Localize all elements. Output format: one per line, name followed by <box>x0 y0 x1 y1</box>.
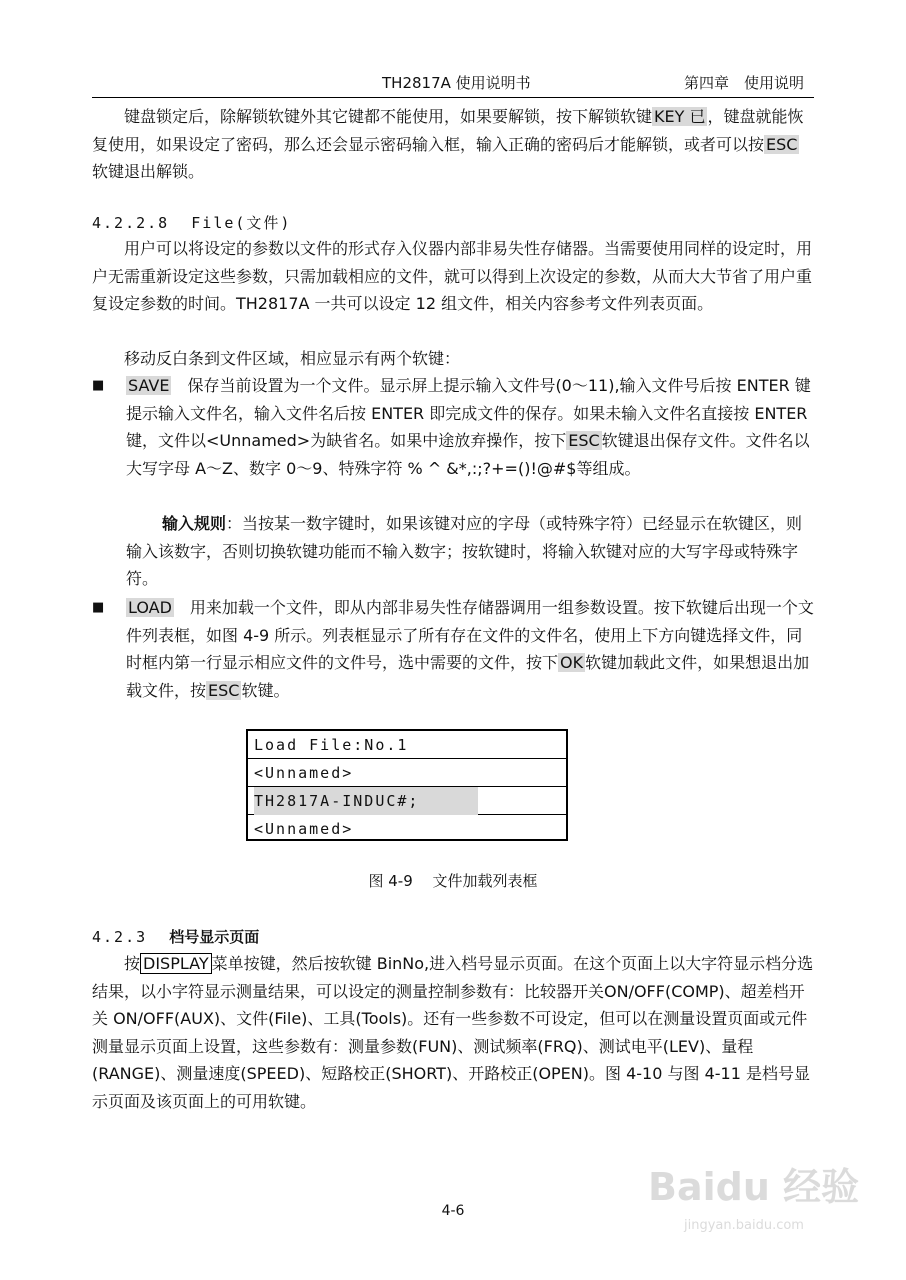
bin-paragraph: 按 DISPLAY 菜单按键，然后按软键 BinNo,进入档号显示页面。在这个页面上以大字符显示档分选结果，以小字符显示测量结果，可以设定的测量控制参数有：比较器开关ON/OFF(COMP)、超差档开关 ON/OFF(AUX)、文件(File)、工具(Tools)。还有一些参数不可设定，但可以在测量设置页面或元件测量显示页面上设置，这些参数有：测量参数(FUN)、测试频率(FRQ)、测试电平(LEV)、量程(RANGE)、测量速度(SPEED)、短路校正(SHORT)、开路校正(OPEN)。图 4-10 与图 4-11 是档号显示页面及该页面上的可用软键。 <box>92 954 814 1111</box>
unlock-key: KEY 已 <box>654 107 706 126</box>
watermark-brand: Baidu 经验 <box>648 1165 860 1209</box>
list-item-selected: TH2817A-INDUC#; <box>248 787 566 815</box>
esc-key: ESC <box>568 431 600 450</box>
list-item: <Unnamed> <box>248 759 566 787</box>
watermark <box>640 1148 860 1258</box>
section-heading-bin: 4.2.3 档号显示页面 <box>92 928 260 946</box>
file-paragraph-1: 用户可以将设定的参数以文件的形式存入仪器内部非易失性存储器。当需要使用同样的设定时，用户无需重新设定这些参数，只需加载相应的文件，就可以得到上次设定的参数，从而大大节省了用户重复设定参数的时间。TH2817A 一共可以设定 12 组文件，相关内容参考文件列表页面。 <box>92 239 813 313</box>
lock-paragraph: 键盘锁定后，除解锁软键外其它键都不能使用，如果要解锁，按下解锁软键 KEY 已 ，键盘就能恢复使用，如果设定了密码，那么还会显示密码输入框，输入正确的密码后才能解锁，或者可以按 ESC软键退出解锁。 <box>92 107 804 181</box>
list-item: <Unnamed> <box>254 820 354 838</box>
bullet-square-icon: ■ <box>92 378 105 393</box>
ok-key: OK <box>560 653 584 672</box>
list-header-row: Load File:No.1 <box>248 731 566 759</box>
save-key: SAVE <box>128 376 170 395</box>
file-load-list-box <box>246 729 568 841</box>
esc-key: ESC <box>766 134 798 154</box>
file-paragraph-2: 移动反白条到文件区域，相应显示有两个软键： <box>124 349 461 368</box>
page-header <box>92 72 812 96</box>
input-rule-label: 输入规则 <box>162 514 227 533</box>
save-item: SAVE 保存当前设置为一个文件。显示屏上提示输入文件号(0～11),输入文件号后按 ENTER 键提示输入文件名，输入文件名后按 ENTER 即完成文件的保存。如果未输入文件名直接按 ENTER 键，文件以<Unnamed>为缺省名。如果中途放弃操作，按下 ESC 软键退出保存文件。文件名以大写字母 A～Z、数字 0～9、特殊字符 % ^ &*,:;?+=()!@#$等组成。 <box>126 376 811 478</box>
page-number: 4-6 <box>441 1203 465 1219</box>
load-item: LOAD 用来加载一个文件，即从内部非易失性存储器调用一组参数设置。按下软键后出现一个文件列表框，如图 4-9 所示。列表框显示了所有存在文件的文件名，使用上下方向键选择文件，同时框内第一行显示相应文件的文件号，选中需要的文件，按下 OK 软键加载此文件，如果想退出加载文件，按 ESC 软键。 <box>126 598 814 700</box>
section-heading-file: 4.2.2.8 File(文件) <box>92 214 292 232</box>
load-key: LOAD <box>128 598 172 617</box>
header-title: TH2817A 使用说明书 <box>382 74 531 92</box>
header-rule <box>92 97 814 98</box>
watermark-url: jingyan.baidu.com <box>684 1218 804 1233</box>
header-chapter: 第四章 使用说明 <box>683 74 804 92</box>
input-rule-paragraph: 输入规则：当按某一数字键时，如果该键对应的字母（或特殊字符）已经显示在软键区，则输入该数字，否则切换软键功能而不输入数字；按软键时，将输入软键对应的大写字母或特殊字符。 <box>126 514 803 588</box>
figure-caption: 图 4-9 文件加载列表框 <box>368 872 538 890</box>
display-key: DISPLAY <box>140 953 212 974</box>
esc-key: ESC <box>208 680 240 700</box>
bullet-square-icon: ■ <box>92 600 105 615</box>
